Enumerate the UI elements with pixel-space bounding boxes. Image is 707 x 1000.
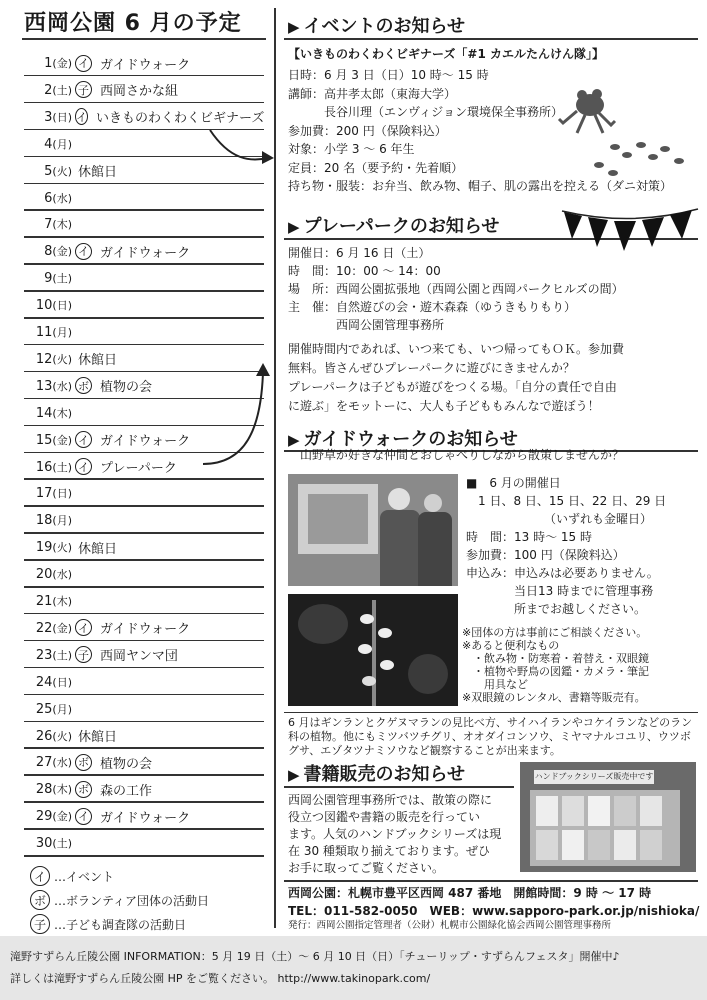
day-weekday: (月) — [52, 514, 72, 528]
day-activity: 西岡ヤンマ団 — [100, 649, 178, 665]
publisher: 発行：西岡公園指定管理者（公財）札幌市公園緑化協会西岡公園管理事務所 — [288, 920, 612, 931]
calendar-day-row — [30, 319, 264, 345]
title-underline — [22, 38, 266, 40]
activity-type-badge: ボ — [75, 754, 92, 771]
activity-type-badge: イ — [75, 458, 92, 475]
books-line: 在 30 種類取り揃えております。ぜひ — [288, 844, 490, 858]
guide-note-line: ・植物や野鳥の図鑑・カメラ・筆記 — [462, 665, 649, 678]
activity-type-badge: イ — [75, 431, 92, 448]
day-date: 27(水) — [35, 755, 72, 771]
day-weekday: (日) — [52, 110, 72, 124]
guide-line: 所までお越しください。 — [466, 602, 647, 616]
playpark-body-line: に遊ぶ」をモットーに、大人も子どももみんなで遊ぼう！ — [288, 399, 600, 413]
guide-lead: 山野草が好きな仲間とおしゃべりしながら散策しませんか？ — [300, 448, 625, 462]
day-activity: ガイドウォーク — [100, 434, 191, 450]
playpark-line: 時 間：10：00 ～ 14：00 — [288, 264, 441, 278]
day-weekday: (金) — [52, 621, 72, 635]
event-line: 対象：小学 3 ～ 6 年生 — [288, 142, 415, 156]
day-date: 18(月) — [35, 513, 72, 529]
guide-walk-photo — [288, 474, 458, 586]
guide-section-title: ▶ ガイドウォークのお知らせ — [288, 429, 518, 450]
event-title-underline — [284, 38, 698, 40]
day-date: 10(日) — [35, 298, 72, 314]
day-weekday: (土) — [52, 460, 72, 474]
day-date: 21(木) — [35, 594, 72, 609]
guide-note-line: 用具など — [462, 678, 528, 691]
day-weekday: (金) — [52, 245, 72, 259]
calendar-day-row — [30, 830, 264, 856]
legend-badge: 子 — [30, 914, 50, 934]
guide-para-line: 6 月はギンランとクゲヌマランの見比べ方、サイハイランやコケイランなどのラン — [288, 716, 693, 729]
activity-type-badge: イ — [75, 55, 92, 72]
playpark-section-title: ▶ プレーパークのお知らせ — [288, 216, 500, 237]
event-line: 講師：高井孝太郎（東海大学） — [288, 86, 457, 101]
day-weekday: (火) — [52, 729, 72, 743]
legend-text: …ボランティア団体の活動日 — [54, 893, 210, 908]
event-line: 参加費：200 円（保険料込） — [288, 123, 447, 138]
calendar-day-row — [30, 615, 264, 641]
day-weekday: (金) — [52, 433, 72, 447]
day-weekday: (金) — [52, 810, 72, 824]
books-line: お手に取ってご覧ください。 — [288, 861, 445, 875]
event-line: 長谷川理（エンヴィジョン環境保全事務所） — [288, 105, 564, 119]
calendar-day-row — [30, 749, 264, 775]
calendar-day-row — [30, 292, 264, 318]
event-section-title: ▶ イベントのお知らせ — [288, 16, 466, 37]
calendar-day-row — [30, 723, 264, 749]
activity-type-badge: イ — [75, 619, 92, 636]
day-activity: 休館日 — [78, 730, 118, 745]
books-line: ます。人気のハンドブックシリーズは現 — [288, 827, 502, 841]
legend-text: …子ども調査隊の活動日 — [54, 917, 187, 932]
guide-note-line: ・飲み物・防寒着・着替え・双眼鏡 — [462, 652, 649, 665]
event-line: 定員：20 名（要予約・先着順） — [288, 160, 464, 175]
day-date: 30(土) — [35, 836, 72, 852]
day-activity: ガイドウォーク — [100, 245, 191, 261]
calendar-day-row — [30, 211, 264, 237]
day-date: 23(土) — [35, 647, 72, 663]
activity-type-badge: イ — [75, 108, 88, 125]
playpark-body-line: 開催時間内であれば、いつ来ても、いつ帰ってもＯＫ。参加費 — [288, 342, 625, 356]
activity-type-badge: ボ — [75, 781, 92, 798]
day-weekday: (木) — [52, 218, 72, 232]
guide-line: 1 日、8 日、15 日、22 日、29 日 — [466, 494, 667, 508]
books-line: 役立つ図鑑や書籍の販売を行ってい — [288, 810, 481, 824]
day-weekday: (月) — [52, 702, 72, 716]
calendar-day-row — [30, 265, 264, 291]
guide-para-divider — [284, 712, 698, 713]
calendar-day-row — [30, 669, 264, 695]
day-date: 12(火) — [35, 351, 72, 367]
day-weekday: (水) — [52, 756, 72, 770]
day-weekday: (月) — [52, 137, 72, 151]
guide-para-line: グサ、エゾタツナミソウなど観察することが出来ます。 — [288, 744, 561, 757]
day-weekday: (土) — [52, 272, 72, 286]
day-date: 5(火) — [44, 163, 72, 179]
day-date: 3(日) — [44, 109, 72, 125]
calendar-day-row — [30, 803, 264, 829]
day-weekday: (土) — [52, 837, 72, 851]
day-date: 25(月) — [35, 701, 72, 717]
day-activity: ガイドウォーク — [100, 57, 191, 73]
info-top-rule — [284, 880, 698, 882]
calendar-day-row — [30, 507, 264, 533]
legend-text: …イベント — [54, 869, 115, 884]
playpark-line: 西岡公園管理事務所 — [288, 318, 445, 332]
calendar-day-row — [30, 588, 264, 614]
day-date: 20(水) — [35, 567, 72, 583]
playpark-body-line: プレーパークは子どもが遊びをつくる場。「自分の責任で自由 — [288, 380, 617, 394]
event-line: 持ち物・服装：お弁当、飲み物、帽子、肌の露出を控える（ダニ対策） — [288, 179, 673, 193]
frog-icon — [555, 75, 695, 190]
day-weekday: (月) — [52, 326, 72, 339]
footer-info-line: 滝野すずらん丘陵公園 INFORMATION：5 月 19 日（土）～ 6 月 10 日（日）「チューリップ・すずらんフェスタ」開催中♪ — [10, 950, 620, 963]
books-section-title: ▶ 書籍販売のお知らせ — [288, 764, 466, 785]
activity-type-badge: 子 — [75, 81, 92, 98]
books-line: 西岡公園管理事務所では、散策の際に — [288, 793, 493, 807]
day-date: 1(金) — [44, 56, 72, 71]
calendar-day-row — [30, 185, 264, 211]
activity-type-badge: 子 — [75, 646, 92, 663]
calendar-title: 西岡公園 6 月の予定 — [24, 11, 242, 36]
day-date: 7(木) — [44, 217, 72, 233]
park-contact[interactable]: TEL：011-582-0050 WEB：www.sapporo-park.or.jp/nishioka/ — [288, 904, 700, 918]
guide-para-line: 科の植物。他にもミツバツチグリ、オオダイコンソウ、ミヤマナルコユリ、ウツボ — [288, 730, 691, 743]
day-weekday: (水) — [52, 191, 72, 205]
day-date: 29(金) — [35, 809, 72, 825]
event-line: 日時：6 月 3 日（日）10 時～ 15 時 — [288, 68, 489, 82]
calendar-day-row — [30, 77, 264, 103]
playpark-line: 場 所：西岡公園拡張地（西岡公園と西岡パークヒルズの間） — [288, 282, 624, 296]
day-activity: 休館日 — [78, 165, 118, 181]
day-date: 19(火) — [35, 540, 72, 556]
calendar-day-row — [30, 480, 264, 506]
guide-line: 当日13 時までに管理事務 — [466, 584, 654, 598]
books-title-underline — [284, 786, 514, 788]
day-date: 8(金) — [44, 244, 72, 260]
day-date: 22(金) — [35, 620, 72, 636]
arrow-to-playpark — [195, 360, 275, 470]
books-photo — [520, 762, 696, 872]
day-weekday: (水) — [52, 568, 72, 582]
day-date: 17(日) — [35, 486, 72, 502]
day-activity: ガイドウォーク — [100, 810, 191, 826]
activity-type-badge: イ — [75, 808, 92, 825]
day-weekday: (日) — [52, 299, 72, 313]
day-weekday: (木) — [52, 783, 72, 797]
day-activity: 植物の会 — [100, 380, 153, 396]
calendar-day-row — [30, 696, 264, 722]
day-activity: ガイドウォーク — [100, 622, 191, 638]
day-weekday: (火) — [52, 164, 72, 178]
playpark-body-line: 無料。皆さんぜひプレーパークに遊びにきませんか？ — [288, 361, 575, 375]
day-weekday: (日) — [52, 487, 72, 501]
guide-line: 時 間：13 時～ 15 時 — [466, 530, 592, 544]
activity-type-badge: イ — [75, 243, 92, 260]
day-activity: いきものわくわくビギナーズ — [96, 111, 265, 127]
guide-line: 申込み：申込みは必要ありません。 — [466, 566, 659, 580]
bunting-icon — [560, 205, 700, 260]
flower-photo — [288, 594, 458, 706]
day-activity: 休館日 — [78, 541, 118, 557]
day-date: 15(金) — [35, 432, 72, 448]
calendar-day-row — [30, 238, 264, 264]
legend-item — [30, 866, 114, 886]
day-weekday: (金) — [52, 57, 72, 70]
calendar-day-row — [30, 534, 264, 560]
footer-link-line[interactable]: 詳しくは滝野すずらん丘陵公園 HP をご覧ください。 http://www.takinopark.com/ — [10, 972, 431, 985]
arrow-to-event — [200, 120, 280, 180]
day-activity: 休館日 — [78, 353, 118, 369]
day-activity: プレーパーク — [100, 461, 177, 476]
legend-item — [30, 914, 186, 934]
legend-badge: イ — [30, 866, 50, 886]
calendar-day-row — [30, 776, 264, 802]
day-date: 4(月) — [44, 136, 72, 152]
day-activity: 西岡さかな組 — [100, 84, 179, 100]
guide-line: 参加費：100 円（保険料込） — [466, 548, 625, 562]
day-weekday: (木) — [52, 406, 72, 420]
playpark-line: 開催日：6 月 16 日（土） — [288, 246, 431, 260]
day-date: 11(月) — [35, 325, 72, 340]
calendar-day-row — [30, 642, 264, 668]
playpark-line: 主 催：自然遊びの会・遊木森森（ゆうきもりもり） — [288, 300, 577, 314]
day-date: 6(水) — [44, 190, 72, 206]
day-date: 26(火) — [35, 728, 72, 744]
day-activity: 森の工作 — [100, 783, 153, 799]
event-subtitle: 【いきものわくわくビギナーズ「#1 カエルたんけん隊」】 — [288, 47, 604, 61]
guide-line: （いずれも金曜日） — [466, 512, 653, 526]
day-date: 14(木) — [35, 405, 72, 421]
day-weekday: (水) — [52, 379, 72, 393]
day-weekday: (木) — [52, 595, 72, 608]
day-weekday: (土) — [52, 648, 72, 662]
guide-note-line: ※あると便利なもの — [462, 639, 560, 652]
calendar-day-row — [30, 561, 264, 587]
guide-note-line: ※双眼鏡のレンタル、書籍等販売有。 — [462, 691, 646, 704]
day-weekday: (火) — [52, 541, 72, 555]
park-address-hours: 西岡公園：札幌市豊平区西岡 487 番地 開館時間：9 時 ～ 17 時 — [288, 886, 652, 900]
footer-band — [0, 936, 707, 1000]
day-divider — [24, 855, 264, 857]
day-date: 24(日) — [35, 674, 72, 690]
guide-line: ■ 6 月の開催日 — [466, 476, 561, 490]
day-date: 9(土) — [44, 271, 72, 287]
day-date: 28(木) — [35, 782, 72, 798]
day-weekday: (土) — [52, 83, 72, 97]
day-weekday: (日) — [52, 675, 72, 689]
day-date: 16(土) — [35, 459, 72, 475]
guide-note-line: ※団体の方は事前にご相談ください。 — [462, 626, 648, 639]
day-weekday: (火) — [52, 352, 72, 366]
legend-badge: ボ — [30, 890, 50, 910]
day-date: 13(水) — [35, 378, 72, 394]
books-photo-sign: ハンドブックシリーズ販売中です — [534, 770, 654, 784]
activity-type-badge: ボ — [75, 377, 92, 394]
legend-item — [30, 890, 209, 910]
calendar-day-row — [30, 50, 264, 76]
day-activity: 植物の会 — [100, 756, 153, 772]
day-date: 2(土) — [44, 82, 72, 98]
